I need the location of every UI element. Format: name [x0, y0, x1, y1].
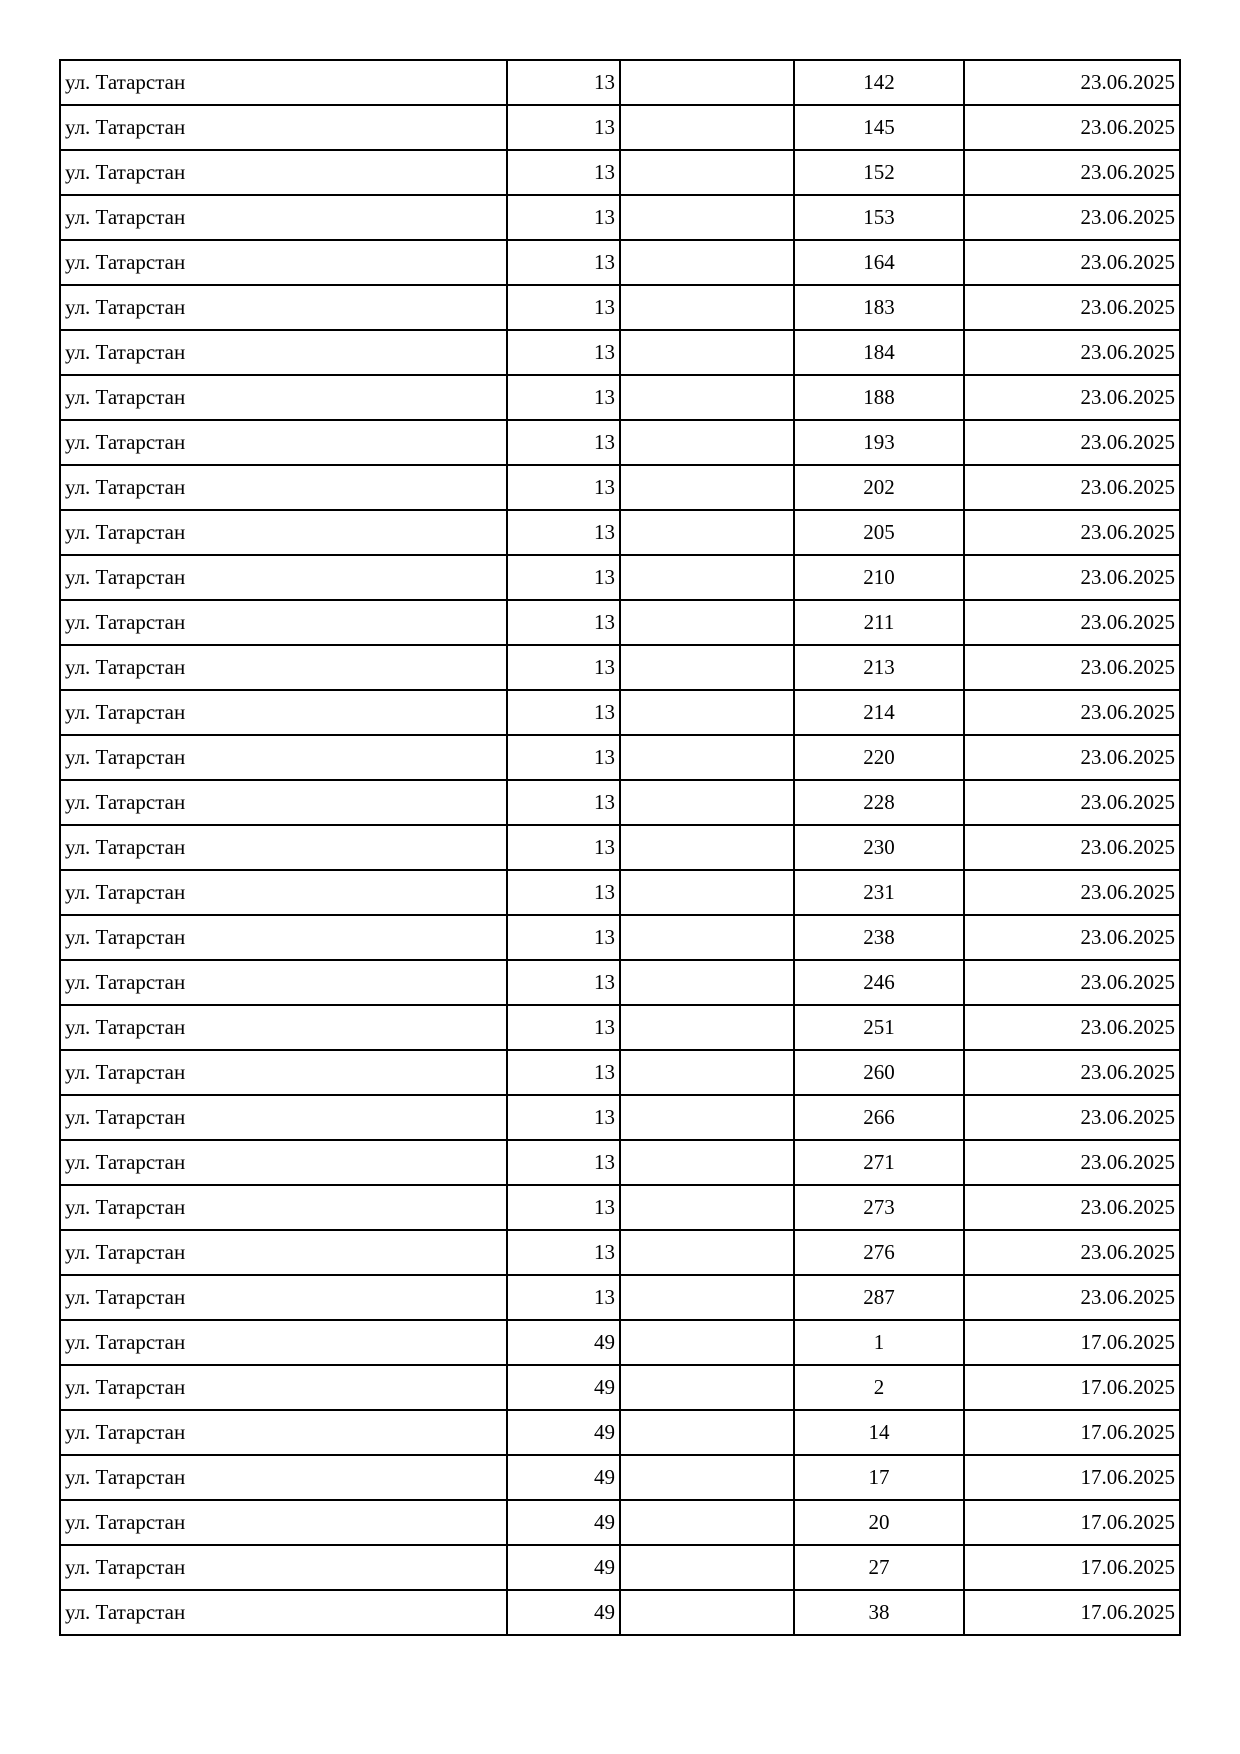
house-number-cell: 13	[507, 1275, 620, 1320]
house-number-cell: 49	[507, 1455, 620, 1500]
date-cell: 17.06.2025	[964, 1320, 1180, 1365]
apartment-number-cell: 27	[794, 1545, 964, 1590]
house-number-cell: 13	[507, 285, 620, 330]
street-cell: ул. Татарстан	[60, 1230, 507, 1275]
table-row	[60, 1275, 1180, 1320]
empty-cell	[620, 1050, 794, 1095]
empty-cell	[620, 825, 794, 870]
street-cell: ул. Татарстан	[60, 60, 507, 105]
house-number-cell: 13	[507, 510, 620, 555]
table-row	[60, 600, 1180, 645]
apartment-number-cell: 2	[794, 1365, 964, 1410]
apartment-number-cell: 38	[794, 1590, 964, 1635]
empty-cell	[620, 1005, 794, 1050]
table-row	[60, 735, 1180, 780]
date-cell: 23.06.2025	[964, 510, 1180, 555]
table-row	[60, 285, 1180, 330]
table-row	[60, 1185, 1180, 1230]
empty-cell	[620, 1500, 794, 1545]
street-cell: ул. Татарстан	[60, 1140, 507, 1185]
table-row	[60, 1050, 1180, 1095]
street-cell: ул. Татарстан	[60, 1050, 507, 1095]
date-cell: 23.06.2025	[964, 1185, 1180, 1230]
empty-cell	[620, 1545, 794, 1590]
empty-cell	[620, 1320, 794, 1365]
house-number-cell: 13	[507, 420, 620, 465]
empty-cell	[620, 285, 794, 330]
table-row	[60, 825, 1180, 870]
house-number-cell: 13	[507, 195, 620, 240]
apartment-number-cell: 228	[794, 780, 964, 825]
apartment-number-cell: 202	[794, 465, 964, 510]
apartment-number-cell: 246	[794, 960, 964, 1005]
apartment-number-cell: 287	[794, 1275, 964, 1320]
date-cell: 23.06.2025	[964, 780, 1180, 825]
table-row	[60, 1005, 1180, 1050]
table-body	[60, 60, 1180, 1635]
apartment-number-cell: 238	[794, 915, 964, 960]
date-cell: 17.06.2025	[964, 1410, 1180, 1455]
street-cell: ул. Татарстан	[60, 960, 507, 1005]
table-row	[60, 105, 1180, 150]
date-cell: 23.06.2025	[964, 60, 1180, 105]
apartment-number-cell: 183	[794, 285, 964, 330]
street-cell: ул. Татарстан	[60, 1185, 507, 1230]
table-row	[60, 555, 1180, 600]
street-cell: ул. Татарстан	[60, 825, 507, 870]
date-cell: 23.06.2025	[964, 1050, 1180, 1095]
table-row	[60, 915, 1180, 960]
table-row	[60, 1545, 1180, 1590]
date-cell: 23.06.2025	[964, 465, 1180, 510]
date-cell: 17.06.2025	[964, 1545, 1180, 1590]
house-number-cell: 13	[507, 60, 620, 105]
street-cell: ул. Татарстан	[60, 735, 507, 780]
empty-cell	[620, 735, 794, 780]
empty-cell	[620, 510, 794, 555]
date-cell: 23.06.2025	[964, 735, 1180, 780]
table-row	[60, 420, 1180, 465]
apartment-number-cell: 164	[794, 240, 964, 285]
house-number-cell: 13	[507, 600, 620, 645]
empty-cell	[620, 1230, 794, 1275]
street-cell: ул. Татарстан	[60, 1500, 507, 1545]
date-cell: 23.06.2025	[964, 195, 1180, 240]
empty-cell	[620, 1275, 794, 1320]
apartment-number-cell: 210	[794, 555, 964, 600]
apartment-number-cell: 211	[794, 600, 964, 645]
table-row	[60, 60, 1180, 105]
empty-cell	[620, 240, 794, 285]
apartment-number-cell: 1	[794, 1320, 964, 1365]
empty-cell	[620, 915, 794, 960]
empty-cell	[620, 375, 794, 420]
apartment-number-cell: 276	[794, 1230, 964, 1275]
street-cell: ул. Татарстан	[60, 105, 507, 150]
date-cell: 17.06.2025	[964, 1590, 1180, 1635]
house-number-cell: 13	[507, 735, 620, 780]
house-number-cell: 49	[507, 1500, 620, 1545]
date-cell: 23.06.2025	[964, 915, 1180, 960]
table-row	[60, 1095, 1180, 1140]
apartment-number-cell: 230	[794, 825, 964, 870]
house-number-cell: 49	[507, 1590, 620, 1635]
date-cell: 23.06.2025	[964, 375, 1180, 420]
date-cell: 23.06.2025	[964, 645, 1180, 690]
date-cell: 23.06.2025	[964, 240, 1180, 285]
apartment-number-cell: 17	[794, 1455, 964, 1500]
address-table	[59, 59, 1181, 1636]
empty-cell	[620, 105, 794, 150]
street-cell: ул. Татарстан	[60, 420, 507, 465]
date-cell: 23.06.2025	[964, 285, 1180, 330]
street-cell: ул. Татарстан	[60, 645, 507, 690]
empty-cell	[620, 645, 794, 690]
empty-cell	[620, 330, 794, 375]
apartment-number-cell: 14	[794, 1410, 964, 1455]
apartment-number-cell: 273	[794, 1185, 964, 1230]
table-row	[60, 1455, 1180, 1500]
date-cell: 23.06.2025	[964, 330, 1180, 375]
street-cell: ул. Татарстан	[60, 1095, 507, 1140]
date-cell: 23.06.2025	[964, 555, 1180, 600]
street-cell: ул. Татарстан	[60, 555, 507, 600]
empty-cell	[620, 1140, 794, 1185]
apartment-number-cell: 231	[794, 870, 964, 915]
date-cell: 23.06.2025	[964, 825, 1180, 870]
house-number-cell: 13	[507, 105, 620, 150]
table-row	[60, 870, 1180, 915]
empty-cell	[620, 1455, 794, 1500]
date-cell: 23.06.2025	[964, 870, 1180, 915]
date-cell: 23.06.2025	[964, 150, 1180, 195]
table-row	[60, 240, 1180, 285]
street-cell: ул. Татарстан	[60, 195, 507, 240]
empty-cell	[620, 150, 794, 195]
empty-cell	[620, 1410, 794, 1455]
apartment-number-cell: 145	[794, 105, 964, 150]
empty-cell	[620, 1590, 794, 1635]
apartment-number-cell: 213	[794, 645, 964, 690]
house-number-cell: 13	[507, 1185, 620, 1230]
table-row	[60, 195, 1180, 240]
table-row	[60, 150, 1180, 195]
table-row	[60, 1410, 1180, 1455]
house-number-cell: 13	[507, 1230, 620, 1275]
house-number-cell: 13	[507, 375, 620, 420]
house-number-cell: 49	[507, 1410, 620, 1455]
street-cell: ул. Татарстан	[60, 690, 507, 735]
date-cell: 23.06.2025	[964, 420, 1180, 465]
apartment-number-cell: 205	[794, 510, 964, 555]
street-cell: ул. Татарстан	[60, 915, 507, 960]
house-number-cell: 13	[507, 330, 620, 375]
table-row	[60, 510, 1180, 555]
empty-cell	[620, 1365, 794, 1410]
empty-cell	[620, 870, 794, 915]
date-cell: 23.06.2025	[964, 1230, 1180, 1275]
street-cell: ул. Татарстан	[60, 1005, 507, 1050]
apartment-number-cell: 271	[794, 1140, 964, 1185]
table-row	[60, 1140, 1180, 1185]
date-cell: 23.06.2025	[964, 1275, 1180, 1320]
house-number-cell: 13	[507, 1140, 620, 1185]
house-number-cell: 49	[507, 1545, 620, 1590]
house-number-cell: 49	[507, 1320, 620, 1365]
house-number-cell: 13	[507, 870, 620, 915]
apartment-number-cell: 142	[794, 60, 964, 105]
house-number-cell: 13	[507, 915, 620, 960]
apartment-number-cell: 266	[794, 1095, 964, 1140]
street-cell: ул. Татарстан	[60, 150, 507, 195]
house-number-cell: 13	[507, 555, 620, 600]
date-cell: 23.06.2025	[964, 600, 1180, 645]
house-number-cell: 13	[507, 1095, 620, 1140]
table-row	[60, 690, 1180, 735]
house-number-cell: 13	[507, 825, 620, 870]
apartment-number-cell: 214	[794, 690, 964, 735]
table-row	[60, 1320, 1180, 1365]
house-number-cell: 13	[507, 1005, 620, 1050]
apartment-number-cell: 184	[794, 330, 964, 375]
date-cell: 23.06.2025	[964, 690, 1180, 735]
street-cell: ул. Татарстан	[60, 330, 507, 375]
table-row	[60, 645, 1180, 690]
empty-cell	[620, 195, 794, 240]
table-row	[60, 1365, 1180, 1410]
street-cell: ул. Татарстан	[60, 870, 507, 915]
empty-cell	[620, 600, 794, 645]
street-cell: ул. Татарстан	[60, 240, 507, 285]
street-cell: ул. Татарстан	[60, 600, 507, 645]
empty-cell	[620, 465, 794, 510]
street-cell: ул. Татарстан	[60, 1365, 507, 1410]
table-row	[60, 1500, 1180, 1545]
street-cell: ул. Татарстан	[60, 375, 507, 420]
street-cell: ул. Татарстан	[60, 285, 507, 330]
house-number-cell: 13	[507, 1050, 620, 1095]
empty-cell	[620, 420, 794, 465]
table-row	[60, 780, 1180, 825]
apartment-number-cell: 188	[794, 375, 964, 420]
street-cell: ул. Татарстан	[60, 780, 507, 825]
date-cell: 23.06.2025	[964, 960, 1180, 1005]
street-cell: ул. Татарстан	[60, 1410, 507, 1455]
street-cell: ул. Татарстан	[60, 510, 507, 555]
date-cell: 23.06.2025	[964, 1095, 1180, 1140]
street-cell: ул. Татарстан	[60, 1455, 507, 1500]
street-cell: ул. Татарстан	[60, 1545, 507, 1590]
apartment-number-cell: 152	[794, 150, 964, 195]
apartment-number-cell: 193	[794, 420, 964, 465]
table-row	[60, 375, 1180, 420]
apartment-number-cell: 153	[794, 195, 964, 240]
empty-cell	[620, 780, 794, 825]
house-number-cell: 13	[507, 150, 620, 195]
date-cell: 23.06.2025	[964, 1140, 1180, 1185]
house-number-cell: 13	[507, 240, 620, 285]
table-row	[60, 465, 1180, 510]
street-cell: ул. Татарстан	[60, 465, 507, 510]
apartment-number-cell: 260	[794, 1050, 964, 1095]
empty-cell	[620, 60, 794, 105]
empty-cell	[620, 960, 794, 1005]
empty-cell	[620, 1095, 794, 1140]
table-row	[60, 330, 1180, 375]
street-cell: ул. Татарстан	[60, 1275, 507, 1320]
date-cell: 23.06.2025	[964, 105, 1180, 150]
date-cell: 23.06.2025	[964, 1005, 1180, 1050]
house-number-cell: 13	[507, 465, 620, 510]
empty-cell	[620, 555, 794, 600]
table-row	[60, 1590, 1180, 1635]
date-cell: 17.06.2025	[964, 1365, 1180, 1410]
table-row	[60, 960, 1180, 1005]
table-row	[60, 1230, 1180, 1275]
house-number-cell: 13	[507, 780, 620, 825]
apartment-number-cell: 20	[794, 1500, 964, 1545]
house-number-cell: 13	[507, 645, 620, 690]
empty-cell	[620, 1185, 794, 1230]
date-cell: 17.06.2025	[964, 1500, 1180, 1545]
date-cell: 17.06.2025	[964, 1455, 1180, 1500]
apartment-number-cell: 251	[794, 1005, 964, 1050]
empty-cell	[620, 690, 794, 735]
apartment-number-cell: 220	[794, 735, 964, 780]
house-number-cell: 49	[507, 1365, 620, 1410]
house-number-cell: 13	[507, 960, 620, 1005]
street-cell: ул. Татарстан	[60, 1320, 507, 1365]
house-number-cell: 13	[507, 690, 620, 735]
street-cell: ул. Татарстан	[60, 1590, 507, 1635]
